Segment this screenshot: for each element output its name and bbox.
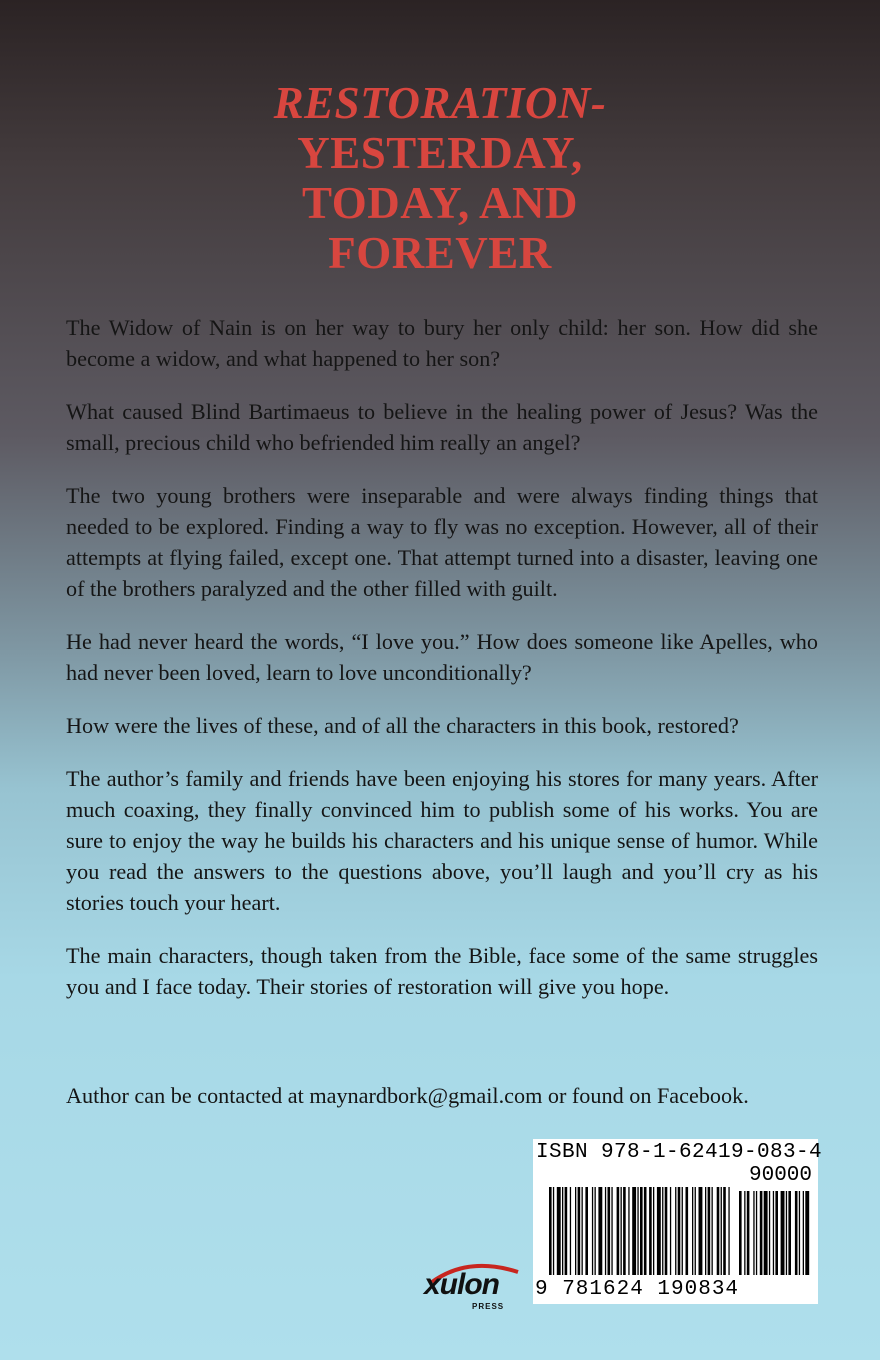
isbn-label: ISBN 978-1-62419-083-4 [536,1141,823,1164]
barcode-bars [535,1187,815,1279]
publisher-logo-sub: PRESS [472,1302,505,1311]
blurb-paragraph-6: The author’s family and friends have been enjoying his stores for many years. After much coaxing, they finally convinced him to publish some of his works. You are sure to enjoy the way he builds his characters and his unique sense of humor. While you read the answers to the questions above, you’ll laugh and you’ll cry as his stories touch your heart. [66,766,818,915]
blurb-paragraph-5: How were the lives of these, and of all the characters in this book, restored? [66,713,739,738]
title-line-3: TODAY, AND [302,178,578,228]
barcode [533,1139,823,1304]
publisher-logo [418,1258,528,1314]
ean-digits: 9 781624 190834 [535,1278,740,1301]
blurb-paragraph-3: The two young brothers were inseparable and were always finding things that needed to be explored. Finding a way to fly was no exception. However, all of their attempts at flying failed, except one. That attempt turned into a disaster, leaving one of the brothers paralyzed and the other filled with guilt. [66,483,818,601]
blurb-paragraph-4: He had never heard the words, “I love you.” How does someone like Apelles, who had never been loved, learn to love unconditionally? [66,629,818,685]
blurb [66,312,818,1024]
publisher-logo-word: xulon [424,1268,499,1301]
title-line-2: YESTERDAY, [297,128,583,178]
author-contact: Author can be contacted at maynardbork@gmail.com or found on Facebook. [66,1083,749,1108]
blurb-paragraph-1: The Widow of Nain is on her way to bury her only child: her son. How did she become a widow, and what happened to her son? [66,315,818,371]
book-title [200,78,680,278]
title-line-4: FOREVER [328,228,552,278]
price-code: 90000 [748,1164,812,1187]
title-line-1: RESTORATION- [273,78,607,128]
blurb-paragraph-2: What caused Blind Bartimaeus to believe in the healing power of Jesus? Was the small, precious child who befriended him really an angel? [66,399,818,455]
blurb-paragraph-7: The main characters, though taken from the Bible, face some of the same struggles you and I face today. Their stories of restoration will give you hope. [66,943,818,999]
